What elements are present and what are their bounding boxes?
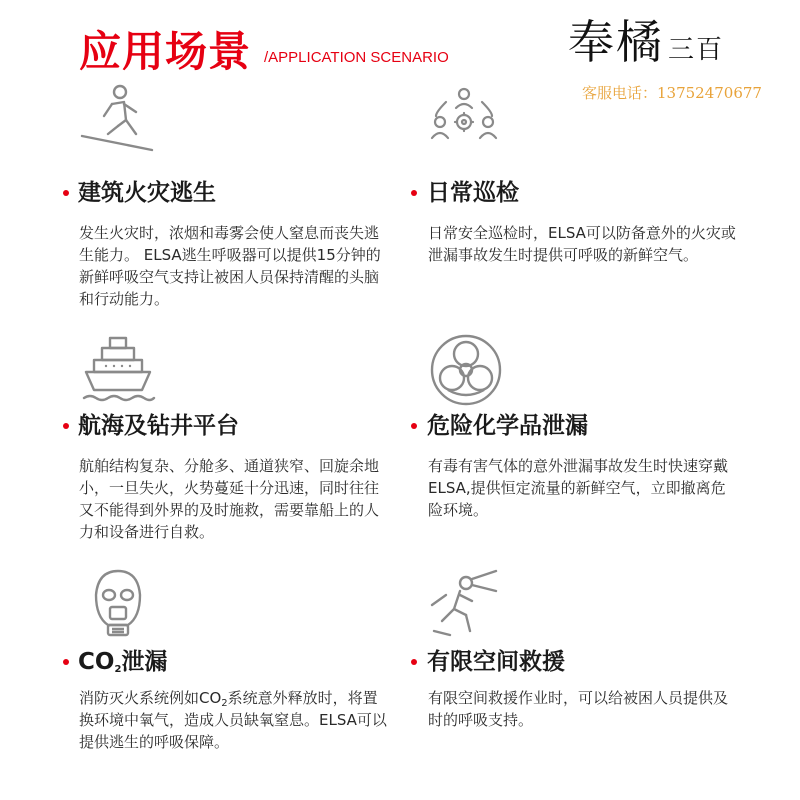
hotline-text: 客服电话：13752470677 bbox=[582, 84, 762, 102]
running-person-icon bbox=[78, 78, 158, 158]
biohazard-icon bbox=[426, 330, 506, 410]
section-title-fire-escape: 建筑火灾逃生 bbox=[78, 180, 216, 206]
section-text-chemical-leak: 有毒有害气体的意外泄漏事故发生时快速穿戴ELSA,提供恒定流量的新鲜空气，立即撤离危险环境。 bbox=[428, 457, 729, 519]
gas-mask-icon bbox=[78, 565, 158, 645]
section-title-daily-inspection: 日常巡检 bbox=[427, 180, 519, 206]
brand-name: 奉橘 bbox=[568, 15, 664, 69]
co2-title-rest: 泄漏 bbox=[121, 649, 168, 675]
bullet-dot bbox=[411, 659, 417, 665]
section-title-marine: 航海及钻井平台 bbox=[78, 413, 239, 439]
co2-text-a: 消防灭火系统例如CO bbox=[79, 689, 222, 707]
page-title: 应用场景 bbox=[79, 27, 252, 76]
confined-space-rescue-icon bbox=[426, 565, 506, 645]
team-inspection-icon bbox=[426, 86, 506, 166]
section-title-co2-leak bbox=[78, 647, 167, 677]
co2-text-b: 系统意外释放时，将置换环境中氧气，造成人员缺氧窒息。ELSA可以提供逃生的呼吸保障。 bbox=[79, 689, 387, 751]
section-title-chemical-leak: 危险化学品泄漏 bbox=[427, 413, 588, 439]
section-title-confined-space: 有限空间救援 bbox=[427, 649, 565, 675]
brand-logo bbox=[568, 12, 724, 80]
co2-title-sub: 2 bbox=[114, 664, 122, 675]
bullet-dot bbox=[63, 423, 69, 429]
section-text-co2-leak bbox=[79, 687, 389, 753]
bullet-dot bbox=[411, 190, 417, 196]
bullet-dot bbox=[63, 659, 69, 665]
co2-text-sub: 2 bbox=[221, 698, 228, 709]
section-text-fire-escape: 发生火灾时，浓烟和毒雾会使人窒息而丧失逃生能力。 ELSA逃生呼吸器可以提供15分钟的新鲜呼吸空气支持让被困人员保持清醒的头脑和行动能力。 bbox=[79, 224, 381, 308]
page-subtitle: /APPLICATION SCENARIO bbox=[264, 49, 449, 66]
ship-icon bbox=[78, 330, 158, 410]
bullet-dot bbox=[411, 423, 417, 429]
brand-name-small: 三百 bbox=[668, 35, 725, 65]
co2-title-main: CO bbox=[78, 649, 115, 675]
section-text-daily-inspection: 日常安全巡检时，ELSA可以防备意外的火灾或泄漏事故发生时提供可呼吸的新鲜空气。 bbox=[428, 224, 736, 264]
section-text-marine: 航舶结构复杂、分舱多、通道狭窄、回旋余地小，一旦失火，火势蔓延十分迅速，同时往往又不能得到外界的及时施救，需要靠船上的人力和设备进行自救。 bbox=[79, 457, 380, 541]
bullet-dot bbox=[63, 190, 69, 196]
section-text-confined-space: 有限空间救援作业时，可以给被困人员提供及时的呼吸支持。 bbox=[428, 689, 729, 729]
